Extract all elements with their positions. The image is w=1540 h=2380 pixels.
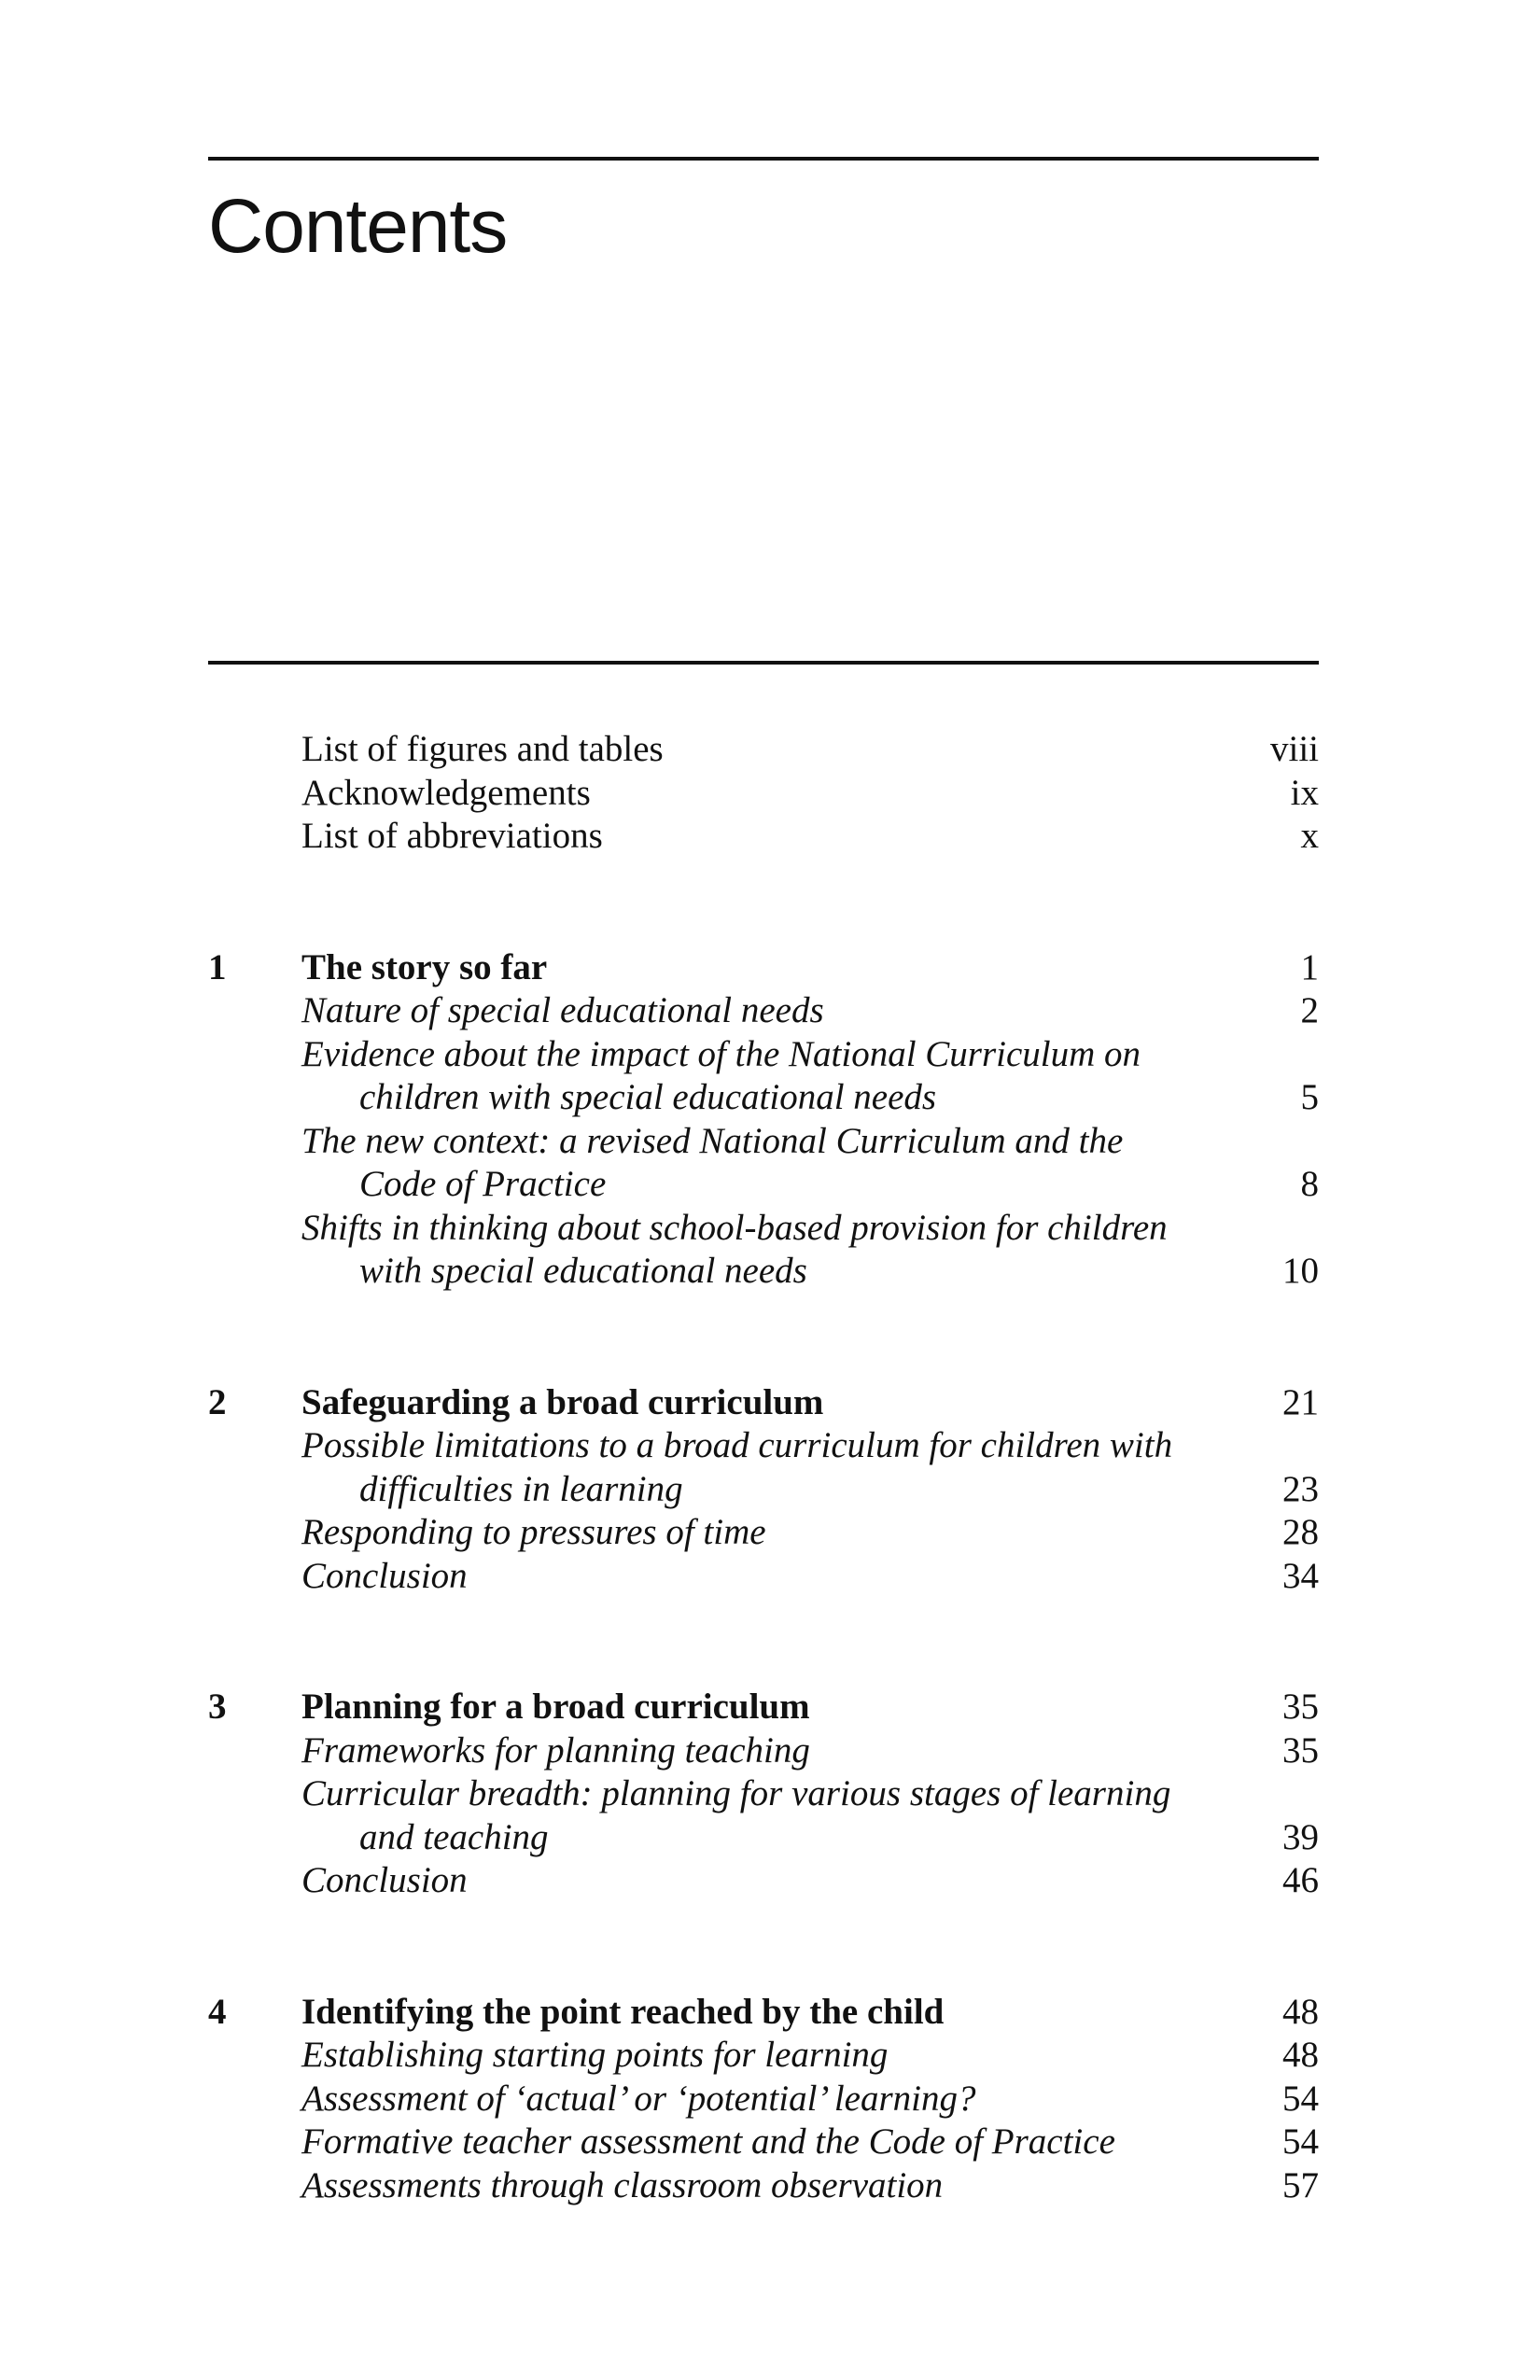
chapter-number: 2 [208, 1381, 227, 1422]
section-title: Establishing starting points for learning [301, 2035, 889, 2075]
toc-page-number: 28 [1282, 1512, 1319, 1552]
section-title: Formative teacher assessment and the Code of Practice [301, 2121, 1115, 2162]
toc-page-number: 39 [1282, 1816, 1319, 1857]
toc-page-number: 57 [1282, 2164, 1319, 2205]
toc-page-number: 1 [1300, 946, 1319, 987]
toc-entry-acknowledgements[interactable] [208, 772, 1319, 816]
toc-page-number: 54 [1282, 2078, 1319, 2119]
toc-page-number: 35 [1282, 1729, 1319, 1771]
toc-page-number: 5 [1300, 1077, 1319, 1117]
chapter-title: The story so far [301, 946, 548, 987]
toc-page-number: 46 [1282, 1860, 1319, 1900]
section-entry[interactable] [208, 2034, 1319, 2078]
section-entry[interactable] [208, 1033, 1319, 1120]
toc-page-number: 48 [1282, 1991, 1319, 2032]
chapter-1 [208, 946, 1319, 1294]
middle-rule [208, 661, 1319, 665]
toc-page-number: 34 [1282, 1555, 1319, 1596]
chapter-3 [208, 1686, 1319, 1903]
page-title: Contents [208, 184, 508, 269]
section-title: Evidence about the impact of the National Curriculum on children with special educational needs [301, 1033, 1141, 1117]
section-title: Frameworks for planning teaching [301, 1729, 810, 1771]
section-entry[interactable] [208, 1772, 1319, 1859]
toc-entry-figures-tables[interactable] [208, 728, 1319, 772]
chapter-heading[interactable] [208, 1381, 1319, 1425]
chapter-title: Identifying the point reached by the child [301, 1991, 945, 2032]
section-entry[interactable] [208, 2164, 1319, 2208]
section-title: Curricular breadth: planning for various stages of learning and teaching [301, 1773, 1171, 1857]
toc-page-number: 35 [1282, 1687, 1319, 1727]
toc-entry-title: List of abbreviations [301, 816, 603, 856]
toc-page-number: 10 [1282, 1251, 1319, 1291]
chapter-number: 1 [208, 946, 227, 987]
section-entry[interactable] [208, 1729, 1319, 1773]
section-entry[interactable] [208, 1120, 1319, 1207]
table-of-contents [208, 728, 1319, 2207]
section-title: Assessment of ‘actual’ or ‘potential’ learning? [301, 2078, 976, 2119]
toc-page-number: 48 [1282, 2035, 1319, 2075]
chapter-heading[interactable] [208, 1991, 1319, 2035]
chapter-title: Planning for a broad curriculum [301, 1687, 810, 1727]
section-entry[interactable] [208, 1207, 1319, 1294]
section-entry[interactable] [208, 1424, 1319, 1511]
chapter-number: 3 [208, 1687, 227, 1727]
section-title: Possible limitations to a broad curriculum for children with difficulties in learning [301, 1425, 1173, 1509]
section-title: The new context: a revised National Curriculum and the Code of Practice [301, 1120, 1124, 1204]
toc-page-number: 2 [1300, 990, 1319, 1030]
section-entry[interactable] [208, 1555, 1319, 1599]
section-title: Nature of special educational needs [301, 990, 824, 1030]
chapter-title: Safeguarding a broad curriculum [301, 1381, 824, 1422]
section-entry[interactable] [208, 1859, 1319, 1903]
toc-page-number: 54 [1282, 2121, 1319, 2162]
chapter-2 [208, 1381, 1319, 1599]
chapter-number: 4 [208, 1991, 227, 2032]
section-entry[interactable] [208, 1511, 1319, 1555]
front-matter [208, 728, 1319, 859]
toc-entry-title: List of figures and tables [301, 729, 664, 769]
chapter-heading[interactable] [208, 1686, 1319, 1729]
toc-page-number: x [1300, 816, 1319, 856]
section-title: Assessments through classroom observation [301, 2164, 944, 2205]
toc-entry-abbreviations[interactable] [208, 815, 1319, 859]
section-entry[interactable] [208, 2121, 1319, 2164]
toc-page-number: ix [1290, 772, 1319, 813]
toc-page-number: 21 [1282, 1381, 1319, 1422]
section-title: Shifts in thinking about school-based provision for children with special educational needs [301, 1207, 1168, 1291]
toc-entry-title: Acknowledgements [301, 772, 591, 813]
section-title: Responding to pressures of time [301, 1512, 766, 1552]
toc-page-number: 8 [1300, 1164, 1319, 1204]
chapter-heading[interactable] [208, 946, 1319, 990]
section-entry[interactable] [208, 989, 1319, 1033]
toc-page-number: 23 [1282, 1468, 1319, 1509]
top-rule [208, 157, 1319, 161]
toc-page-number: viii [1269, 729, 1319, 769]
chapter-4 [208, 1991, 1319, 2208]
section-entry[interactable] [208, 2078, 1319, 2121]
section-title: Conclusion [301, 1860, 468, 1900]
section-title: Conclusion [301, 1555, 468, 1596]
